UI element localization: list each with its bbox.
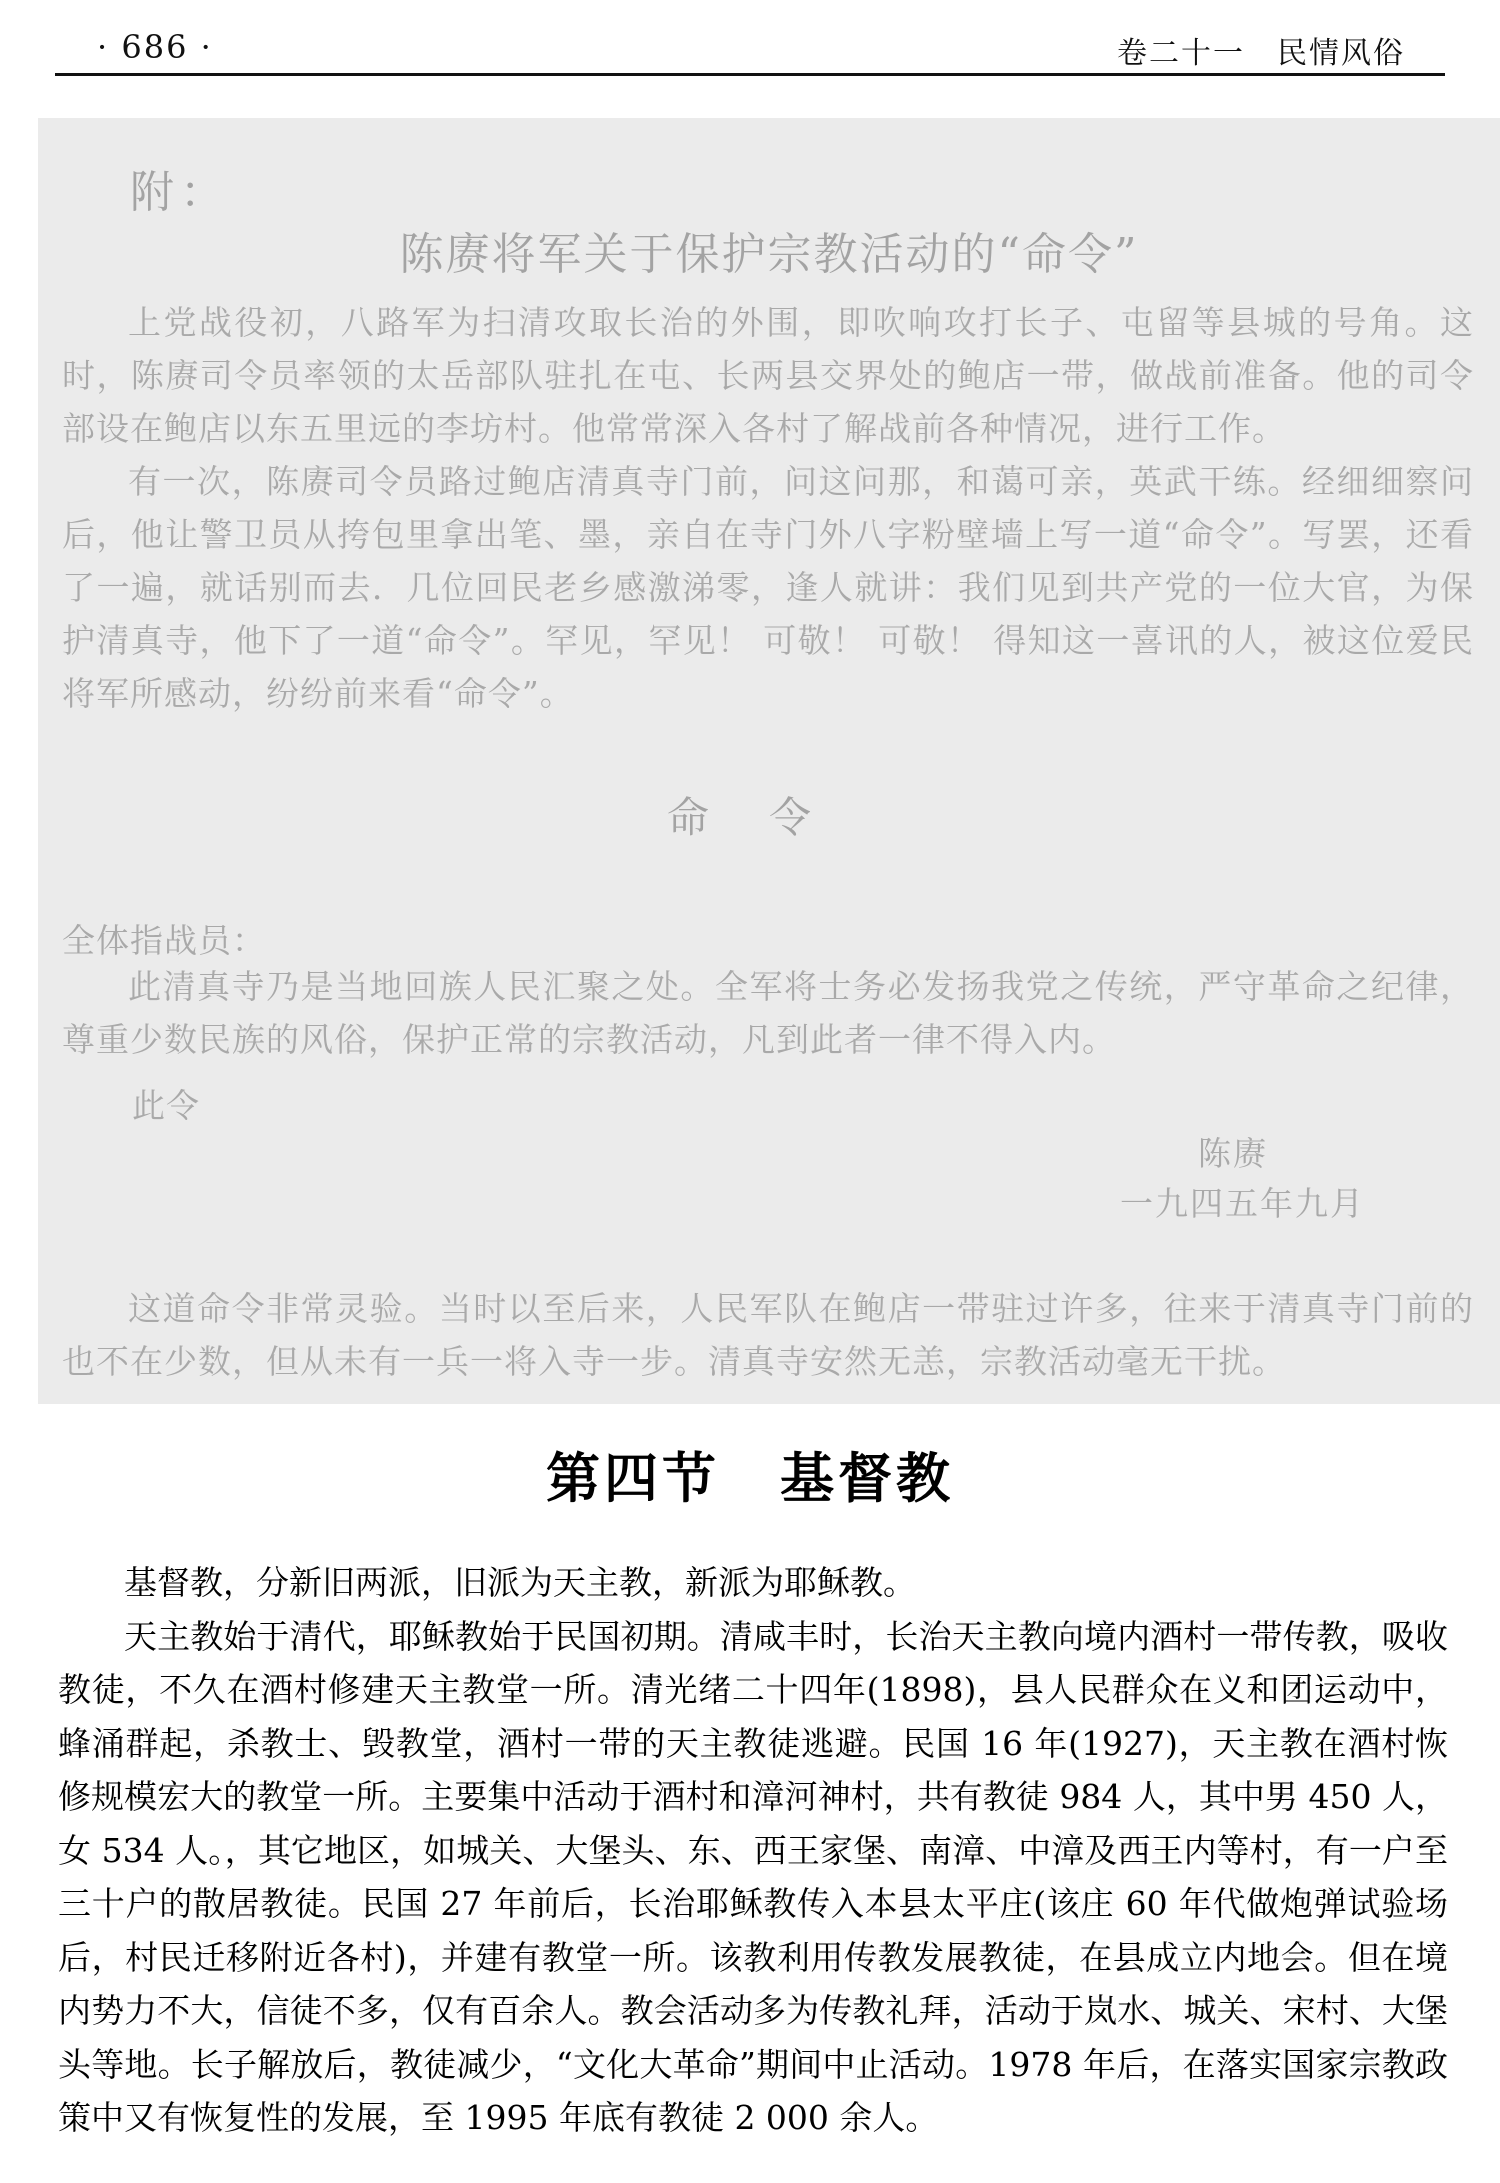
section-title: 基督教 [780,1447,954,1510]
appendix-paragraph: 有一次，陈赓司令员路过鲍店清真寺门前，问这问那，和蔼可亲，英武干练。经细细察问后，他让警卫员从挎包里拿出笔、墨，亲自在寺门外八字粉壁墙上写一道“命令”。写罢，还看了一遍，就话别而去．几位回民老乡感激涕零，逢人就讲：我们见到共产党的一位大官，为保护清真寺，他下了一道“命令”。罕见，罕见！ 可敬！ 可敬！ 得知这一喜讯的人，被这位爱民将军所感动，纷纷前来看“命令”。 [62,462,1474,713]
page-number: · 686 · [97,28,213,66]
order-closing: 此令 [132,1086,200,1125]
appendix-body [62,296,1474,720]
section-heading [0,1436,1500,1513]
body-paragraph: 基督教，分新旧两派，旧派为天主教，新派为耶稣教。 [124,1563,916,1602]
order-signature: 陈赓 [1198,1134,1268,1173]
appendix-title: 陈赓将军关于保护宗教活动的“命令” [399,229,1139,280]
running-title: 卷二十一 民情风俗 [1117,36,1405,71]
appendix-box [38,118,1500,1404]
header-rule [55,73,1445,76]
main-body [58,1556,1448,2145]
body-paragraph: 天主教始于清代，耶稣教始于民国初期。清咸丰时，长治天主教向境内酒村一带传教，吸收教徒，不久在酒村修建天主教堂一所。清光绪二十四年(1898)，县人民群众在义和团运动中，蜂涌群起，杀教士、毁教堂，酒村一带的天主教徒逃避。民国 16 年(1927)，天主教在酒村恢修规模宏大的教堂一所。主要集中活动于酒村和漳河神村，共有教徒 984 人，其中男 450 人，女 534 人。，其它地区，如城关、大堡头、东、西王家堡、南漳、中漳及西王内等村，有一户至三十户的散居教徒。民国 27 年前后，长治耶稣教传入本县太平庄(该庄 60 年代做炮弹试验场后，村民迁移附近各村)，并建有教堂一所。该教利用传教发展教徒，在县成立内地会。但在境内势力不大，信徒不多，仅有百余人。教会活动多为传教礼拜，活动于岚水、城关、宋村、大堡头等地。长子解放后，教徒减少，“文化大革命”期间中止活动。1978 年后，在落实国家宗教政策中又有恢复性的发展，至 1995 年底有教徒 2 000 余人。 [58,1616,1448,2137]
order-text: 此清真寺乃是当地回族人民汇聚之处。全军将士务必发扬我党之传统，严守革命之纪律，尊重少数民族的风俗，保护正常的宗教活动，凡到此者一律不得入内。 [62,967,1474,1059]
afterword-text: 这道命令非常灵验。当时以至后来，人民军队在鲍店一带驻过许多，往来于清真寺门前的也不在少数，但从未有一兵一将入寺一步。清真寺安然无恙，宗教活动毫无干扰。 [62,1289,1474,1381]
appendix-paragraph: 上党战役初，八路军为扫清攻取长治的外围，即吹响攻打长子、屯留等县城的号角。这时，陈赓司令员率领的太岳部队驻扎在屯、长两县交界处的鲍店一带，做战前准备。他的司令部设在鲍店以东五里远的李坊村。他常常深入各村了解战前各种情况，进行工作。 [62,303,1474,448]
order-salutation: 全体指战员： [62,921,266,960]
page-header [55,22,1445,76]
order-body [62,960,1474,1066]
appendix-label: 附： [130,167,230,218]
appendix-afterword [62,1282,1474,1388]
order-title: 命令 [666,793,871,842]
order-date: 一九四五年九月 [1120,1184,1365,1223]
section-number: 第四节 [546,1447,720,1510]
